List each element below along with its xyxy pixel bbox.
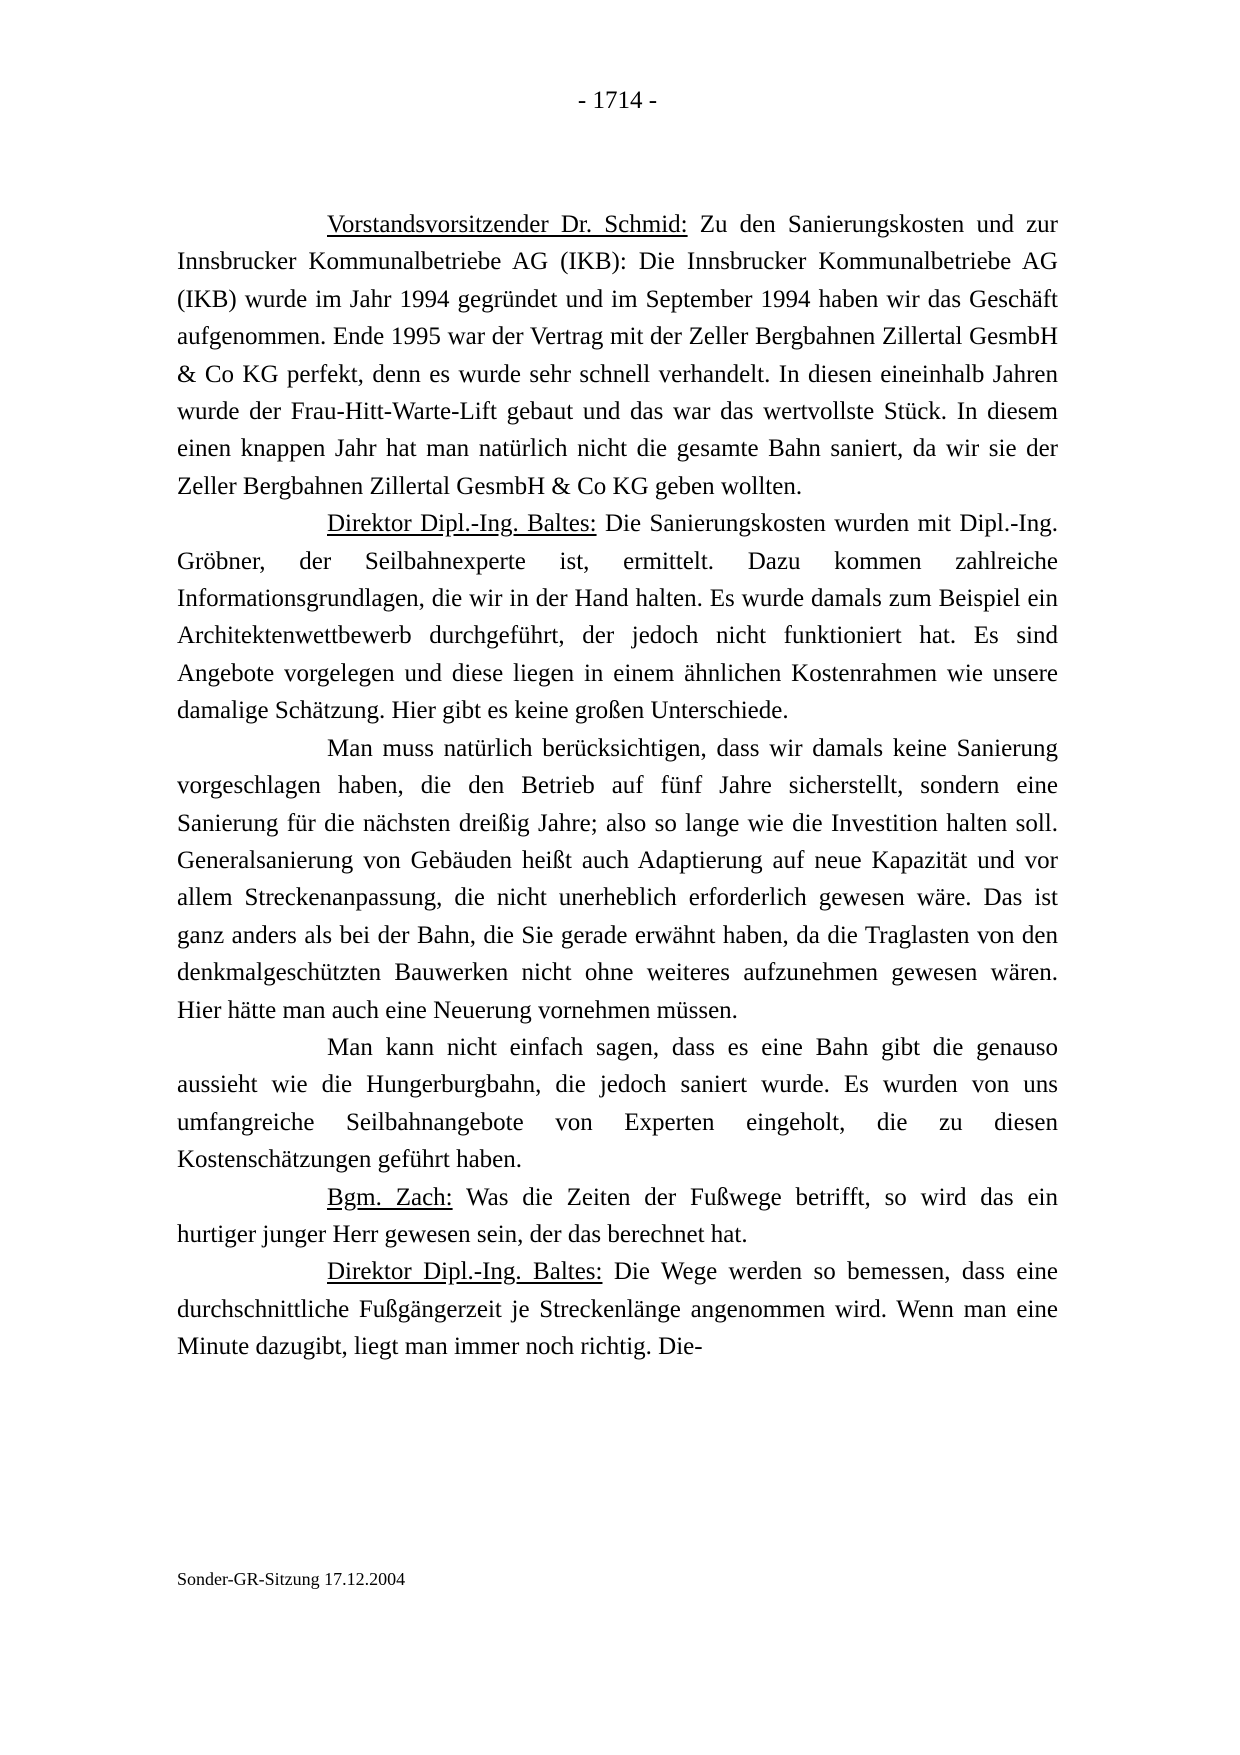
speaker-name: Bgm. Zach: — [327, 1183, 453, 1211]
paragraph-text: Die Sanierungskosten wurden mit Dipl.-Ing. Gröbner, der Seilbahnexperte ist, ermittelt. Dazu kommen zahlreiche Informationsgrundlagen, die wir in der Hand halten. Es wurde damals zum Beispiel ein Architektenwettbewerb durchgeführt, der jedoch nicht funktioniert hat. Es sind Angebote vorgelegen und diese liegen in einem ähnlichen Kostenrahmen wie unsere damalige Schätzung. Hier gibt es keine großen Unterschiede. — [177, 510, 1059, 725]
paragraph — [177, 1029, 1058, 1179]
paragraph-text: Zu den Sanierungskosten und zur Innsbrucker Kommunalbetriebe AG (IKB): Die Innsbrucker Kommunalbetriebe AG (IKB) wurde im Jahr 1994 gegründet und im September 1994 haben wir das Geschäft aufgenommen. Ende 1995 war der Vertrag mit der Zeller Bergbahnen Zillertal GesmbH & Co KG perfekt, denn es wurde sehr schnell verhandelt. In diesen eineinhalb Jahren wurde der Frau-Hitt-Warte-Lift gebaut und das war das wertvollste Stück. In diesem einen knappen Jahr hat man natürlich nicht die gesamte Bahn saniert, da wir sie der Zeller Bergbahnen Zillertal GesmbH & Co KG geben wollten. — [177, 211, 1059, 500]
page-footer: Sonder-GR-Sitzung 17.12.2004 — [177, 1569, 406, 1589]
paragraph — [177, 1179, 1058, 1254]
paragraph-text: Die Wege werden so bemessen, dass eine durchschnittliche Fußgängerzeit je Streckenlänge angenommen wird. Wenn man eine Minute dazugibt, liegt man immer noch richtig. Die- — [177, 1258, 1059, 1361]
speaker-name: Direktor Dipl.-Ing. Baltes: — [327, 510, 597, 538]
page-number: - 1714 - — [577, 87, 658, 114]
paragraph-text: Man kann nicht einfach sagen, dass es eine Bahn gibt die genauso aussieht wie die Hungerburgbahn, die jedoch saniert wurde. Es wurden von uns umfangreiche Seilbahnangebote von Experten eingeholt, die zu diesen Kostenschätzungen geführt haben. — [177, 1033, 1058, 1174]
paragraph — [177, 206, 1058, 505]
paragraph — [177, 505, 1058, 729]
paragraph — [177, 1253, 1058, 1365]
paragraph-text: Man muss natürlich berücksichtigen, dass wir damals keine Sanierung vorgeschlagen haben, die den Betrieb auf fünf Jahre sicherstellt, sondern eine Sanierung für die nächsten dreißig Jahre; also so lange wie die Investition halten soll. Generalsanierung von Gebäuden heißt auch Adaptierung auf neue Kapazität und vor allem Streckenanpassung, die nicht unerheblich erforderlich gewesen wäre. Das ist ganz anders als bei der Bahn, die Sie gerade erwähnt haben, da die Traglasten von den denkmalgeschützten Bauwerken nicht ohne weiteres aufzunehmen gewesen wären. Hier hätte man auch eine Neuerung vornehmen müssen. — [177, 734, 1058, 1024]
paragraph-text: Was die Zeiten der Fußwege betrifft, so wird das ein hurtiger junger Herr gewesen sein, der das berechnet hat. — [177, 1183, 1058, 1248]
speaker-name: Vorstandsvorsitzender Dr. Schmid: — [327, 211, 688, 238]
speaker-name: Direktor Dipl.-Ing. Baltes: — [327, 1258, 603, 1286]
paragraph — [177, 730, 1058, 1029]
document-body — [177, 206, 1058, 1366]
